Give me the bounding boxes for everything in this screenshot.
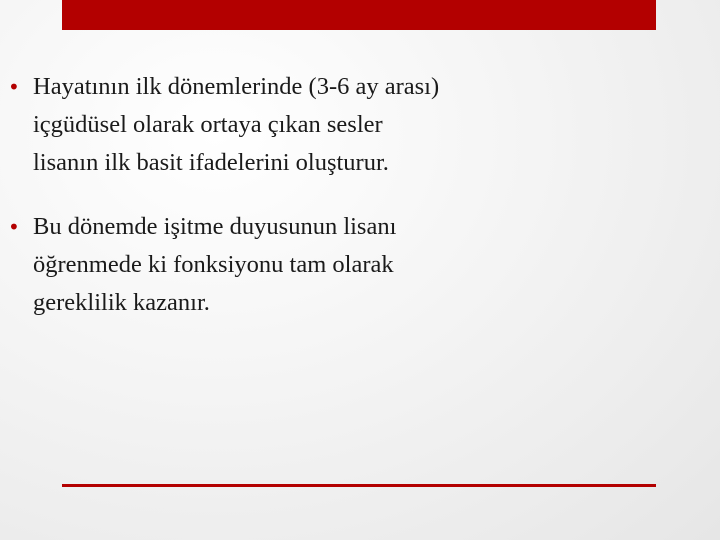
bullet-text-line: Hayatının ilk dönemlerinde (3-6 ay arası) [33,73,440,100]
bottom-accent-line [62,484,656,487]
bullet-text-line: öğrenmede ki fonksiyonu tam olarak [33,251,394,278]
bullet-text-line: gereklilik kazanır. [33,289,210,316]
bullet-text-line: Bu dönemde işitme duyusunun lisanı [33,213,397,240]
bullet-text-line: lisanın ilk basit ifadelerini oluşturur. [33,149,389,176]
bullet-icon: • [8,215,20,239]
bullet-item [8,68,658,182]
bullet-item [8,208,658,322]
top-accent-bar [62,0,656,30]
bullet-icon: • [8,75,20,99]
bullet-text-line: içgüdüsel olarak ortaya çıkan sesler [33,111,383,138]
slide-content [8,68,658,348]
